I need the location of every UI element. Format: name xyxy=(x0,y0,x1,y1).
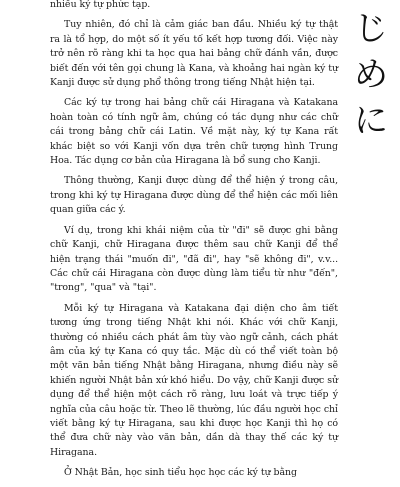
title-char: め xyxy=(354,55,388,95)
paragraph: Thông thường, Kanji được dùng để thể hiện ý trong câu, trong khi ký tự Hiragana được dùng để thể hiện các mối liên quan giữa các ý. xyxy=(50,175,338,216)
paragraph: Tuy nhiên, đó chỉ là cảm giác ban đầu. Nhiều ký tự thật ra là tổ hợp, do một số ít yếu tố kết hợp tương đối. Việc này trở nên rõ ràng khi ta học qua hai bảng chữ đánh vần, được biết đến với tên gọi chung là Kana, và khoảng hai ngàn ký tự Kanji được sử dụng phổ thông trong tiếng Nhật hiện tại. xyxy=(50,19,338,89)
paragraph: Mỗi ký tự Hiragana và Katakana đại diện cho âm tiết tương ứng trong tiếng Nhật khi nói. Khác với chữ Kanji, thường có nhiều cách phát âm tùy vào ngữ cảnh, cách phát âm của ký tự Kana có quy tắc. Mặc dù có thể viết toàn bộ một văn bản tiếng Nhật bằng Hiragana, nhưng điều này sẽ khiến người Nhật bản xứ khó hiểu. Do vậy, chữ Kanji được sử dụng để thể hiện một cách rõ ràng, lưu loát và trực tiếp ý nghĩa của câu hoặc từ. Theo lẽ thường, lúc đầu người học chỉ viết bằng ký tự Hiragana, sau khi được học Kanji thì họ có thể đưa chữ này vào văn bản, dần dà thay thế các ký tự Hiragana. xyxy=(50,302,338,458)
vertical-title xyxy=(350,6,392,144)
paragraph: Ở Nhật Bản, học sinh tiểu học học các ký tự bằng xyxy=(64,467,297,479)
body-text xyxy=(50,0,338,487)
paragraph: Ví dụ, trong khi khái niệm của từ "đi" sẽ được ghi bằng chữ Kanji, chữ Hiragana được thêm sau chữ Kanji để thể hiện trạng thái "muốn đi", "đã đi", hay "sẽ không đi", v.v... Các chữ cái Hiragana còn được dùng làm tiểu từ như "đến", "trong", "qua" và "tại". xyxy=(50,224,338,294)
title-char: じ xyxy=(354,9,388,49)
title-char: に xyxy=(354,101,388,141)
paragraph: nhiều ký tự phức tạp. xyxy=(50,0,151,10)
paragraph: Các ký tự trong hai bảng chữ cái Hiragana và Katakana hoàn toàn có tính ngữ âm, chúng có tác dụng như các chữ cái trong bảng chữ cái Latin. Về mặt này, ký tự Kana rất khác biệt so với Kanji vốn dựa trên chữ tượng hình Trung Hoa. Tác dụng cơ bản của Hiragana là bổ sung cho Kanji. xyxy=(50,97,338,167)
